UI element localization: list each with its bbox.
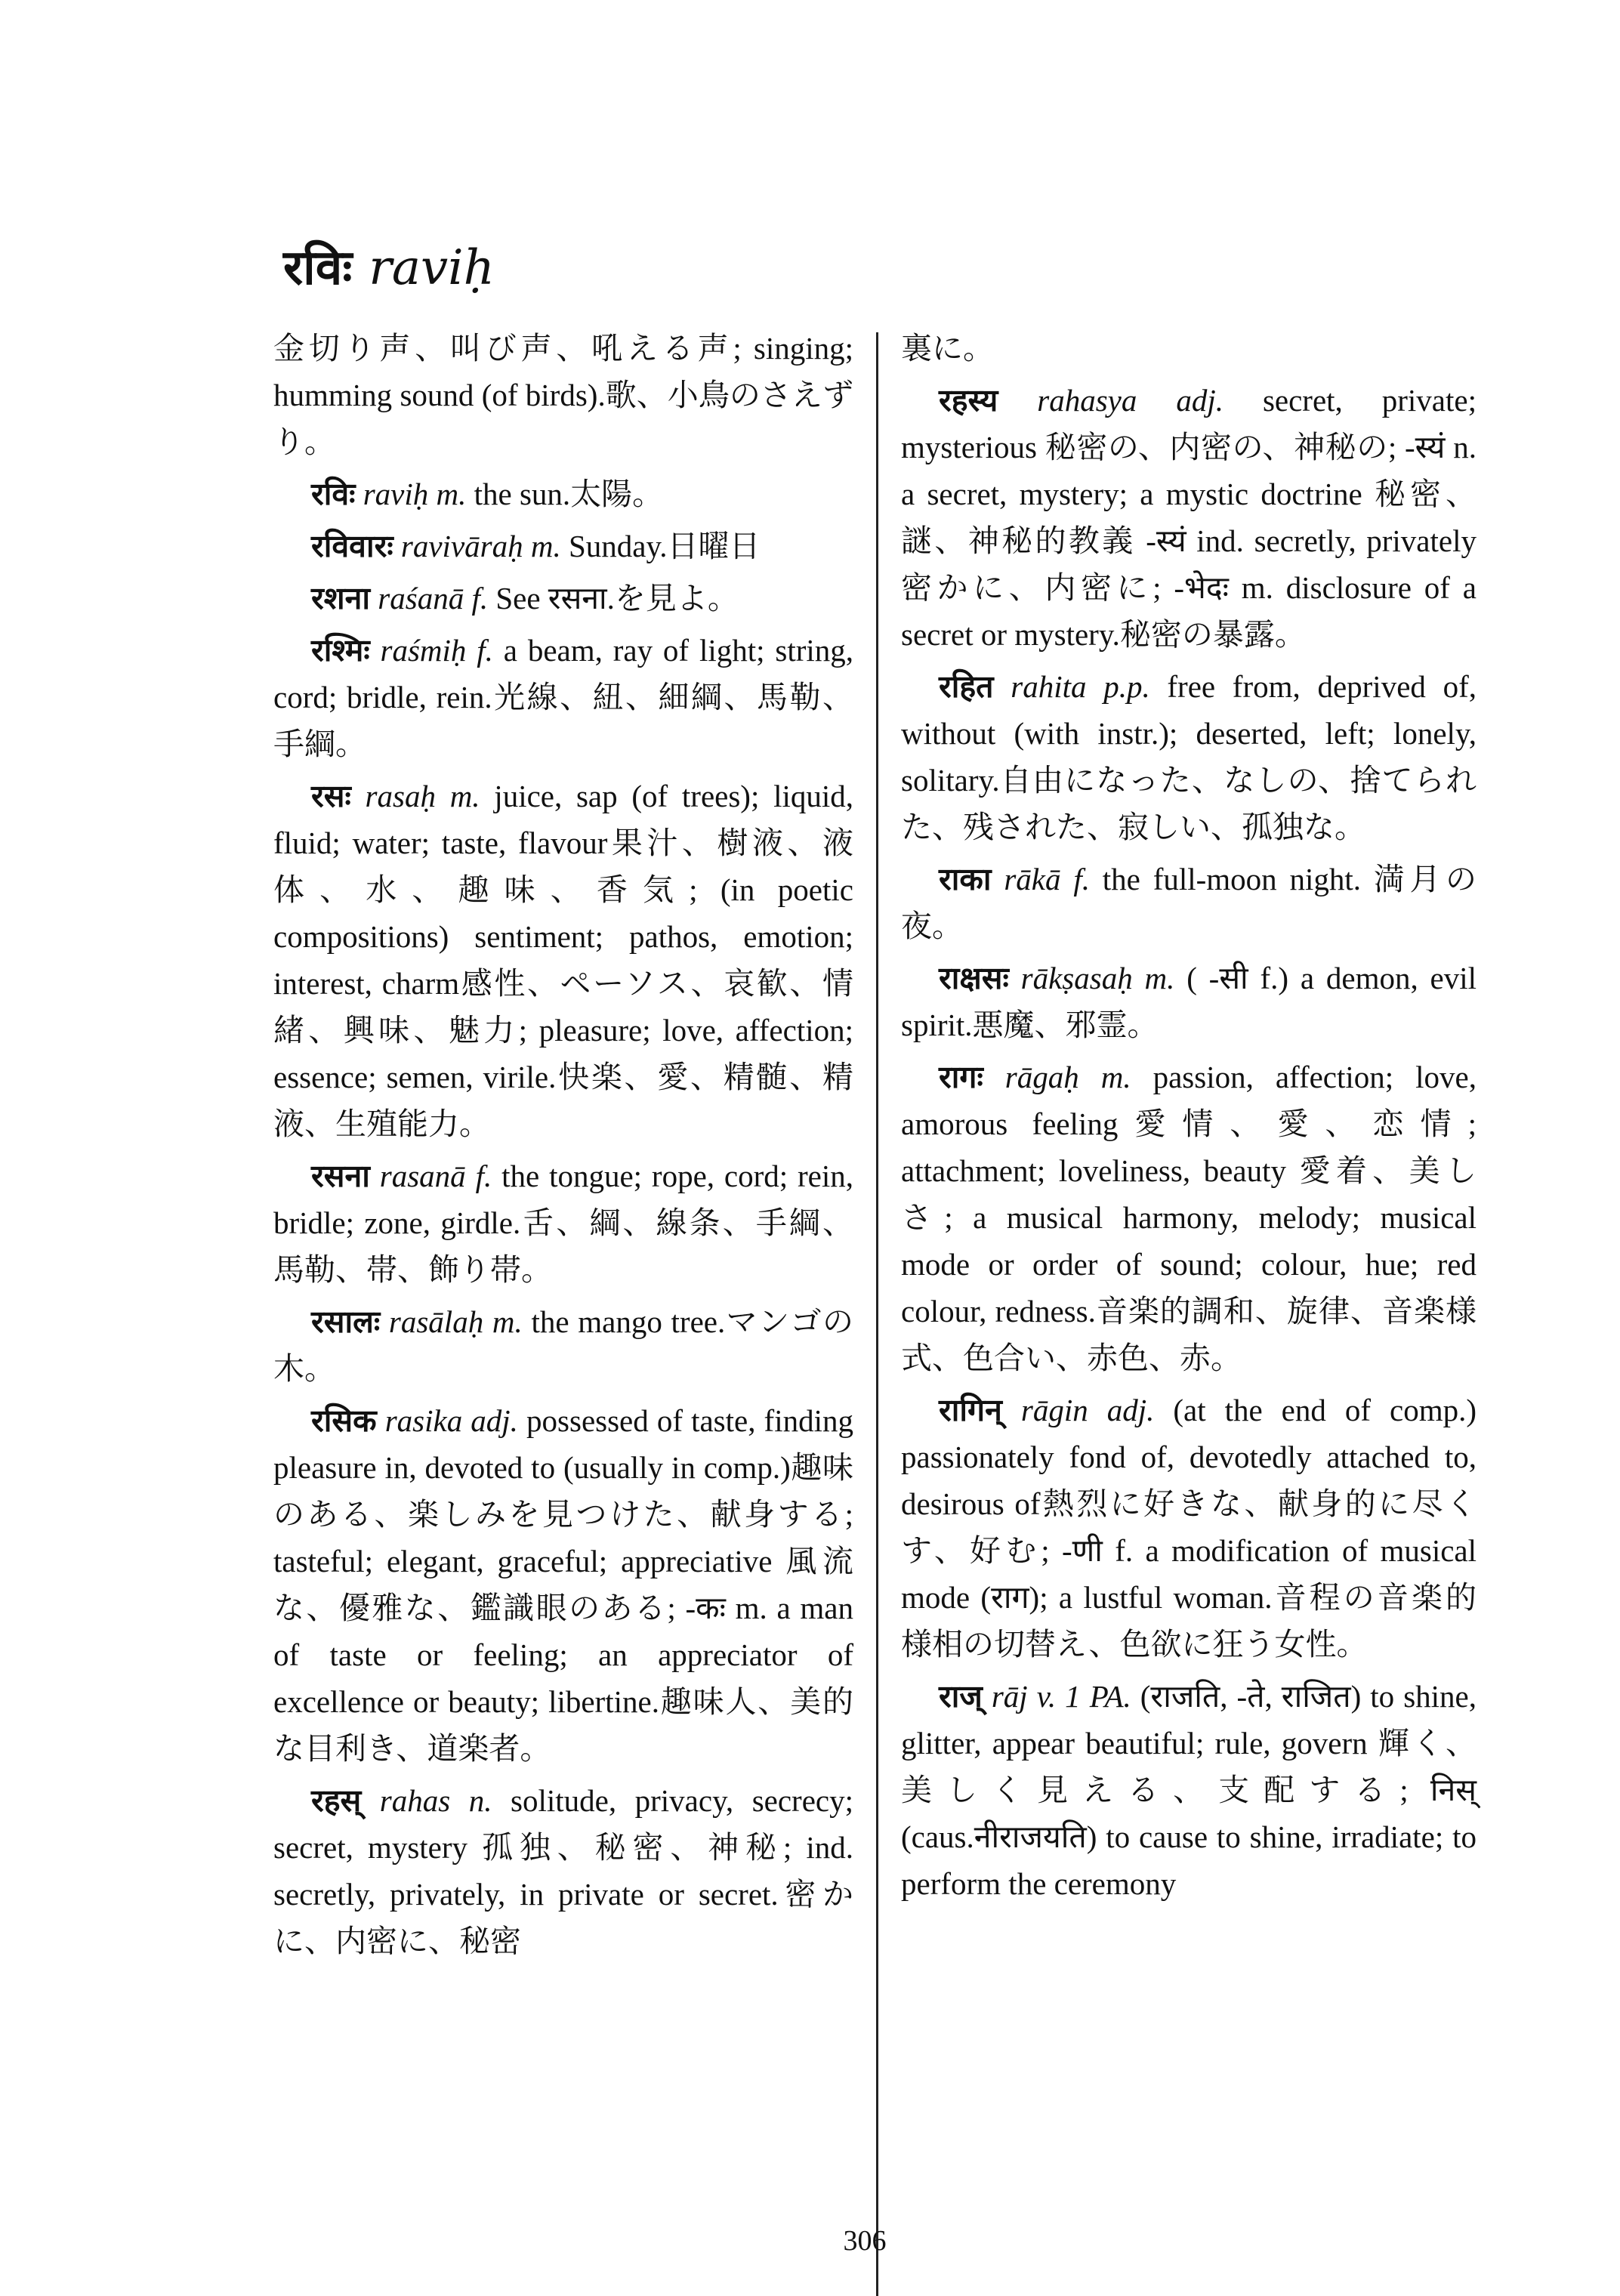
entry-definition: solitude, privacy, secrecy; secret, mystery 孤独、秘密、神秘; ind. secretly, privately, in private or secret.密かに、内密に、秘密 [273,1783,853,1958]
entry-transliteration: rāgaḥ [1004,1060,1079,1094]
entry-definition: a beam, ray of light; string, cord; bridle, rein.光線、紐、細綱、馬勒、手綱。 [273,633,853,761]
entry [901,1387,1477,1668]
entry [901,1054,1477,1381]
page-header [283,234,495,302]
entry [901,1673,1477,1907]
entry-transliteration: rasika [384,1403,463,1438]
entry-definition: the mango tree.マンゴの木。 [273,1304,854,1386]
continued-definition: 金切り声、叫び声、吼える声; singing; humming sound (of birds).歌、小鳥のさえずり。 [273,331,853,459]
entry-definition: the sun.太陽。 [466,477,664,511]
entry-headword: राज् [939,1679,983,1714]
entry-pos: adj. [471,1403,518,1438]
entry-definition: See रसना.を見よ。 [488,581,739,616]
entry-pos: m. [436,477,467,511]
entry-definition: (राजति, -ते, राजित) to shine, glitter, appear beautiful; rule, govern 輝く、美しく見える、支配する; निस् (caus.नीराजयति) to cause to shine, irradiate; to perform the ceremony [901,1679,1477,1901]
entry-headword: राका [939,862,992,896]
right-column [901,325,1477,1912]
entry-transliteration: rāj [991,1679,1028,1714]
entry-pos: f. [471,581,489,616]
header-headword: रविः [283,239,353,296]
entry-pos: adj. [1176,383,1223,418]
entry [901,955,1477,1048]
entry-definition: free from, deprived of, without (with instr.); deserted, left; lonely, solitary.自由になった、なしの、捨てられた、残された、寂しい、孤独な。 [901,669,1477,844]
entry-transliteration: rahita [1011,669,1087,704]
entry-definition: Sunday.日曜日 [560,529,761,563]
entry-headword: रागः [939,1060,983,1094]
entry [273,627,853,767]
continued-definition: 裏に。 [901,331,994,366]
entry-headword: रविः [311,477,356,511]
entry-transliteration: raśmiḥ [380,633,467,668]
entry-pos: f. [1073,862,1090,896]
entry-transliteration: rāgin [1020,1393,1088,1427]
entry-pos: f. [475,1159,492,1193]
entry-headword: रागिन् [939,1393,1002,1427]
entry [273,523,853,569]
entry [273,773,853,1147]
entry-pos: f. [477,633,493,668]
entry-transliteration: rākā [1004,862,1061,896]
entry [901,856,1477,949]
entry [273,1153,853,1293]
entry [901,663,1477,850]
entry-headword: रविवारः [311,529,393,563]
entry-pos: m. [530,529,561,563]
entry-transliteration: raśanā [378,581,464,616]
entry-pos: adj. [1106,1393,1155,1427]
entry-definition: (at the end of comp.) passionately fond of, devotedly attached to, desirous of熱烈に好きな、献身的に尽くす、好む; -णी f. a modification of musical mode (राग); a lustful woman.音程の音楽的様相の切替え、色欲に狂う女性。 [901,1393,1477,1662]
entry-definition: passion, affection; love, amorous feeling愛情、愛、恋情; attachment; loveliness, beauty 愛着、美しさ; a musical harmony, melody; musical mode or order of sound; colour, hue; red colour, redness.音楽的調和、旋律、音楽様式、色合い、赤色、赤。 [901,1060,1477,1375]
entry-headword: रसिक [311,1403,377,1438]
entry-transliteration: rākṣasaḥ [1020,961,1133,995]
entry [901,377,1477,658]
entry-transliteration: rasanā [379,1159,466,1193]
entry-pos: m. [1100,1060,1131,1094]
entry-headword: रहित [939,669,994,704]
entry [273,575,853,622]
entry-headword: रसालः [311,1304,381,1339]
entry-headword: रहस् [311,1783,362,1818]
entry-definition: ( -सी f.) a demon, evil spirit.悪魔、邪霊。 [901,961,1477,1042]
entry [273,1777,853,1964]
entry-headword: राक्षसः [939,961,1009,995]
entry-headword: रहस्य [939,383,998,418]
entry-transliteration: raviḥ [363,477,429,511]
entry-transliteration: ravivāraḥ [400,529,523,563]
entry-definition: the full-moon night. 満月の夜。 [901,862,1477,943]
entry-transliteration: rasaḥ [365,779,436,813]
entry-definition: possessed of taste, finding pleasure in, devoted to (usually in comp.)趣味のある、楽しみを見つけた、献身する; tasteful; elegant, graceful; appreciative 風流な、優雅な、鑑識眼のある; -कः m. a man of taste or feeling; an appreciator of excellence or beauty; libertine.趣味人、美的な目利き、道楽者。 [273,1403,853,1766]
entry-pos: m. [492,1304,523,1339]
entry [273,1397,853,1772]
entry-transliteration: rahas [379,1783,451,1818]
entry-pos: v. 1 PA. [1036,1679,1131,1714]
entry-transliteration: rasālaḥ [388,1304,484,1339]
left-column [273,325,853,1970]
entry-transliteration: rahasya [1037,383,1137,418]
entry-headword: रशना [311,581,371,616]
page-number: 306 [843,2225,887,2257]
entry-definition: juice, sap (of trees); liquid, fluid; water; taste, flavour果汁、樹液、液体、水、趣味、香気; (in poetic compositions) sentiment; pathos, emotion; interest, charm感性、ペーソス、哀歓、情緒、興味、魅力; pleasure; love, affection; essence; semen, virile.快楽、愛、精髄、精液、生殖能力。 [273,779,854,1141]
entry [273,471,853,517]
entry-pos: p.p. [1103,669,1150,704]
entry-headword: रसना [311,1159,370,1193]
entry-headword: रसः [311,779,351,813]
header-transliteration: raviḥ [369,240,495,296]
entry-pos: m. [1144,961,1175,995]
entry-headword: रश्मिः [311,633,370,668]
entry-definition: the tongue; rope, cord; rein, bridle; zone, girdle.舌、綱、線条、手綱、馬勒、帯、飾り帯。 [273,1159,854,1287]
column-divider [876,332,878,2296]
entry-pos: m. [449,779,480,813]
entry [273,1298,853,1392]
entry-pos: n. [468,1783,492,1818]
entry-definition: secret, private; mysterious 秘密の、内密の、神秘の; -स्यं n. a secret, mystery; a mystic doctrine 秘密、謎、神秘的教義 -स्यं ind. secretly, privately 密かに、内密に; -भेदः m. disclosure of a secret or mystery.秘密の暴露。 [901,383,1477,652]
